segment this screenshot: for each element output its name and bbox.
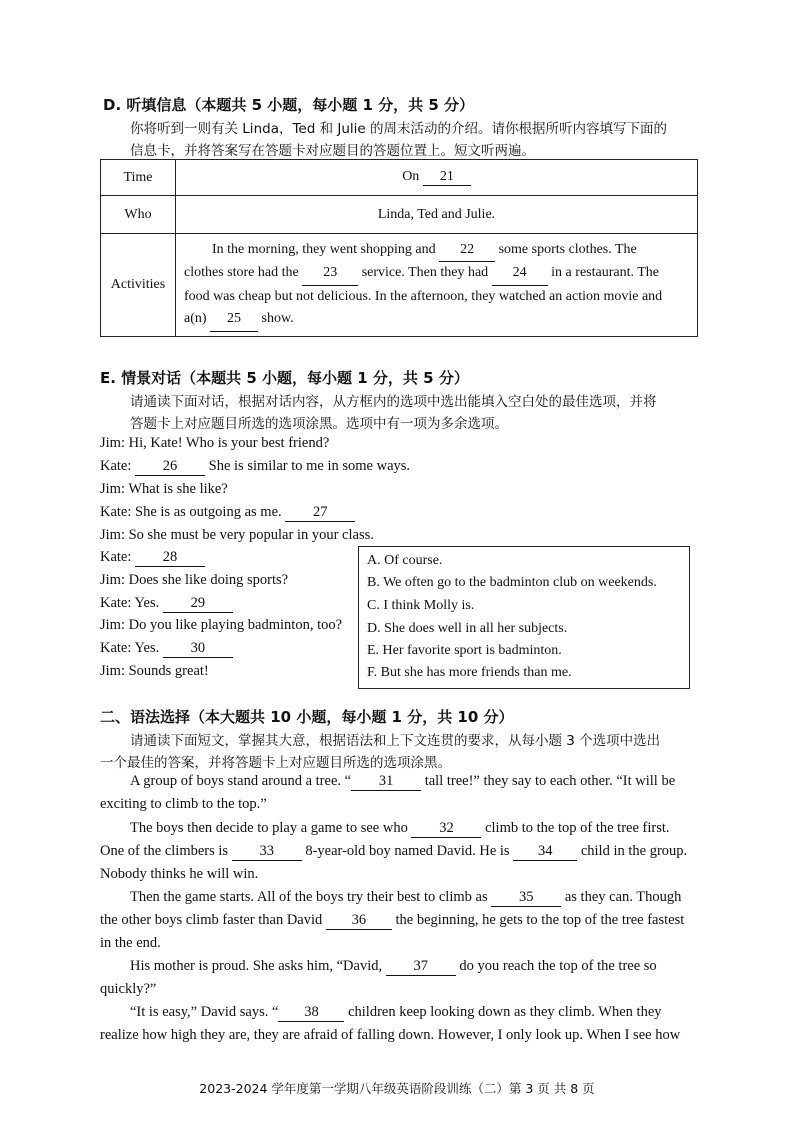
blank-28: 28 — [135, 549, 205, 567]
time-value — [176, 160, 698, 196]
section-d-instruction-2: 信息卡，并将答案写在答题卡对应题目的答题位置上。短文听两遍。 — [130, 143, 535, 159]
passage-p2e: child in the group. — [580, 843, 688, 859]
dialogue-line-7: Jim: Does she like doing sports? — [100, 572, 289, 588]
blank-24: 24 — [492, 262, 548, 286]
blank-32: 32 — [411, 820, 481, 838]
activities-line4b: show. — [261, 311, 294, 326]
blank-31: 31 — [351, 773, 421, 791]
passage-line-4 — [100, 843, 687, 861]
blank-29: 29 — [163, 595, 233, 613]
dialogue-line-5: Jim: So she must be very popular in your class. — [100, 527, 374, 543]
activities-line2b: service. Then they had — [361, 265, 489, 280]
activities-text — [176, 234, 698, 337]
section-ii-heading: 二、语法选择（本大题共 10 小题，每小题 1 分，共 10 分） — [100, 708, 514, 726]
passage-p2b: climb to the top of the tree first. — [485, 820, 670, 836]
dialogue-line-6 — [100, 549, 205, 567]
passage-p2a: The boys then decide to play a game to see who — [130, 820, 408, 836]
dialogue-line-3: Jim: What is she like? — [100, 481, 228, 497]
dialogue-line-8a: Kate: Yes. — [100, 595, 160, 611]
blank-30: 30 — [163, 640, 233, 658]
passage-p1b: tall tree!” they say to each other. “It will be — [424, 773, 676, 789]
passage-p1a: A group of boys stand around a tree. “ — [130, 773, 352, 789]
passage-p4b: do you reach the top of the tree so — [459, 958, 657, 974]
option-f: F. But she has more friends than me. — [367, 665, 572, 680]
dialogue-line-1: Jim: Hi, Kate! Who is your best friend? — [100, 435, 330, 451]
who-value: Linda, Ted and Julie. — [176, 196, 698, 234]
dialogue-line-6a: Kate: — [100, 549, 132, 565]
time-label: Time — [101, 160, 176, 196]
section-e-instruction-1: 请通读下面对话，根据对话内容，从方框内的选项中选出能填入空白处的最佳选项，并将 — [130, 394, 657, 410]
dialogue-line-11: Jim: Sounds great! — [100, 663, 209, 679]
passage-line-8: in the end. — [100, 935, 161, 951]
blank-21: 21 — [423, 169, 471, 186]
passage-p5b: children keep looking down as they climb. When they — [348, 1004, 662, 1020]
info-card-table — [100, 159, 698, 337]
passage-p3d: the beginning, he gets to the top of the tree fastest — [395, 912, 685, 928]
option-d: D. She does well in all her subjects. — [367, 621, 568, 636]
section-ii-instruction-2: 一个最佳的答案，并将答题卡上对应题目所选的选项涂黑。 — [100, 755, 451, 771]
activities-line2a: clothes store had the — [184, 265, 299, 280]
option-e: E. Her favorite sport is badminton. — [367, 643, 562, 658]
passage-p5a: “It is easy,” David says. “ — [130, 1004, 279, 1020]
passage-p3c: the other boys climb faster than David — [100, 912, 323, 928]
section-d-heading: D. 听填信息（本题共 5 小题，每小题 1 分，共 5 分） — [103, 96, 475, 114]
activities-label: Activities — [101, 234, 176, 337]
activities-line3: food was cheap but not delicious. In the afternoon, they watched an action movie and — [184, 288, 663, 304]
blank-23: 23 — [302, 262, 358, 286]
passage-line-2: exciting to climb to the top.” — [100, 796, 267, 812]
blank-27: 27 — [285, 504, 355, 522]
passage-line-5: Nobody thinks he will win. — [100, 866, 259, 882]
options-box — [358, 546, 690, 689]
passage-line-1 — [130, 773, 675, 791]
dialogue-line-2a: Kate: — [100, 458, 132, 474]
section-d-instruction-1: 你将听到一则有关 Linda，Ted 和 Julie 的周末活动的介绍。请你根据所听内容填写下面的 — [130, 121, 668, 137]
activities-line1a: In the morning, they went shopping and — [212, 241, 436, 257]
option-a: A. Of course. — [367, 553, 443, 568]
activities-line2c: in a restaurant. The — [551, 265, 659, 280]
section-ii-instruction-1: 请通读下面短文，掌握其大意，根据语法和上下文连贯的要求，从每小题 3 个选项中选出 — [130, 733, 661, 749]
passage-line-7 — [100, 912, 684, 930]
activities-line1b: some sports clothes. The — [498, 241, 637, 257]
passage-p2d: 8-year-old boy named David. He is — [305, 843, 510, 859]
blank-26: 26 — [135, 458, 205, 476]
section-e-heading: E. 情景对话（本题共 5 小题，每小题 1 分，共 5 分） — [100, 369, 469, 387]
dialogue-line-10a: Kate: Yes. — [100, 640, 160, 656]
dialogue-line-4 — [100, 504, 355, 522]
passage-line-6 — [130, 889, 681, 907]
dialogue-line-10 — [100, 640, 233, 658]
passage-line-3 — [130, 820, 670, 838]
page-footer: 2023-2024 学年度第一学期八年级英语阶段训练（二）第 3 页 共 8 页 — [199, 1081, 595, 1096]
blank-34: 34 — [513, 843, 577, 861]
activities-line4a: a(n) — [184, 311, 207, 326]
option-c: C. I think Molly is. — [367, 598, 475, 613]
blank-35: 35 — [491, 889, 561, 907]
option-b: B. We often go to the badminton club on weekends. — [367, 575, 657, 590]
time-prefix: On — [402, 169, 420, 184]
who-label: Who — [101, 196, 176, 234]
blank-36: 36 — [326, 912, 392, 930]
passage-p2c: One of the climbers is — [100, 843, 229, 859]
passage-p3b: as they can. Though — [564, 889, 682, 905]
blank-33: 33 — [232, 843, 302, 861]
blank-38: 38 — [278, 1004, 344, 1022]
blank-22: 22 — [439, 239, 495, 263]
passage-p4a: His mother is proud. She asks him, “David, — [130, 958, 383, 974]
passage-line-9 — [130, 958, 657, 976]
dialogue-line-9: Jim: Do you like playing badminton, too? — [100, 617, 343, 633]
passage-line-10: quickly?” — [100, 981, 157, 997]
dialogue-line-4a: Kate: She is as outgoing as me. — [100, 504, 282, 520]
dialogue-line-8 — [100, 595, 233, 613]
blank-25: 25 — [210, 308, 258, 332]
blank-37: 37 — [386, 958, 456, 976]
section-e-instruction-2: 答题卡上对应题目所选的选项涂黑。选项中有一项为多余选项。 — [130, 416, 508, 432]
passage-line-11 — [130, 1004, 662, 1022]
dialogue-line-2b: She is similar to me in some ways. — [208, 458, 411, 474]
passage-line-12: realize how high they are, they are afraid of falling down. However, I only look up. When I see how — [100, 1027, 681, 1043]
dialogue-line-2 — [100, 458, 410, 476]
passage-p3a: Then the game starts. All of the boys try their best to climb as — [130, 889, 488, 905]
